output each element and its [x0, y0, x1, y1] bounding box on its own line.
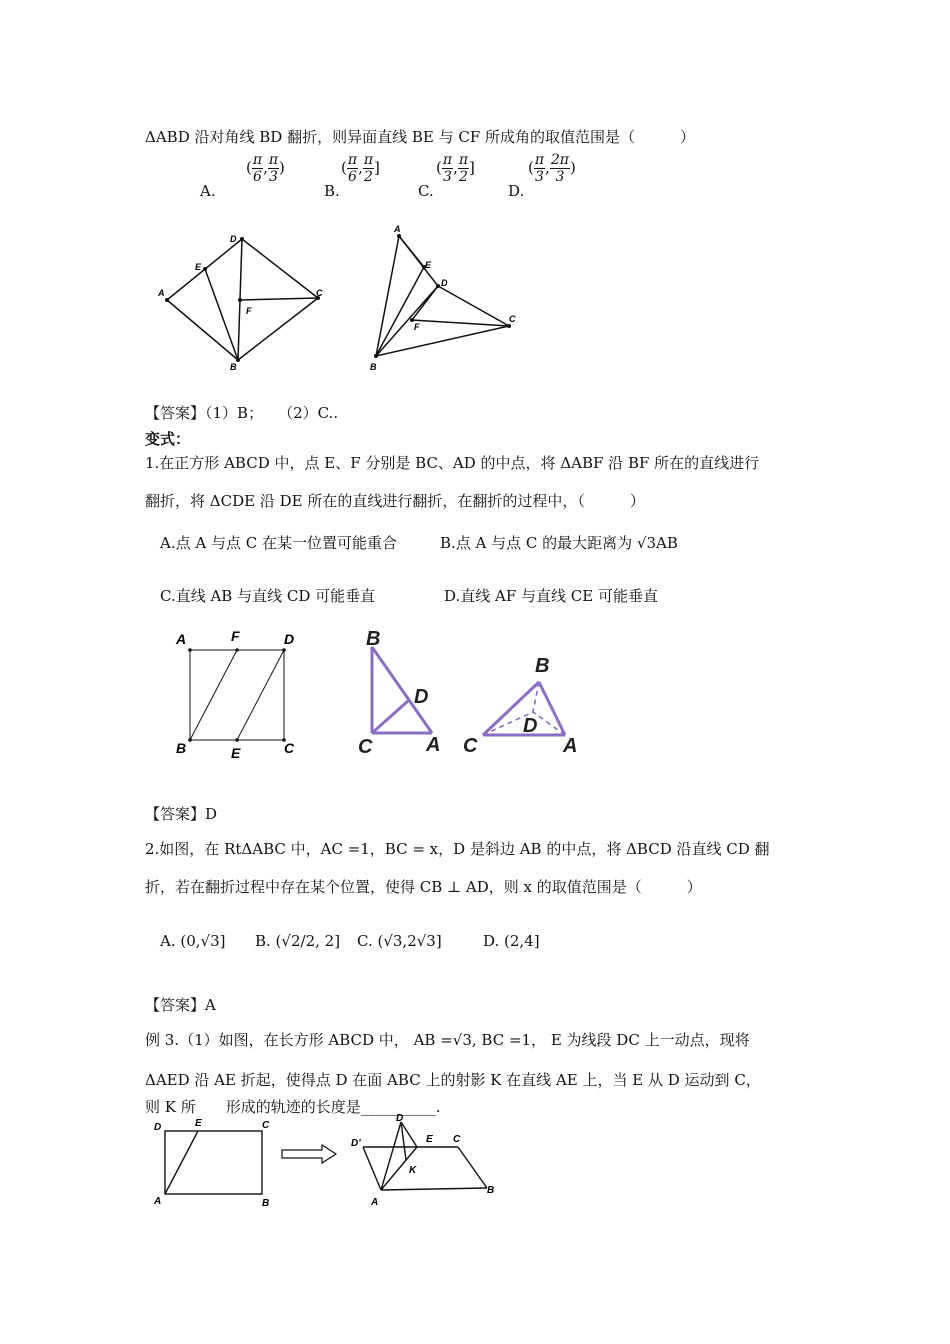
label-b: B: [487, 1185, 495, 1196]
label-d: D: [523, 715, 538, 737]
q1-line1: 1.在正方形 ABCD 中，点 E、F 分别是 BC、AD 的中点，将 ΔABF 沿 BF 所在的直线进行: [145, 454, 760, 472]
label-e: E: [231, 745, 241, 761]
option-c: C.: [418, 182, 434, 200]
ex3-line3: 则 K 所 形成的轨迹的长度是__________.: [145, 1098, 441, 1116]
q2-answer: 【答案】A: [145, 996, 216, 1014]
figure-kite: [150, 222, 340, 382]
label-c: C: [453, 1134, 461, 1145]
label-c: C: [358, 736, 373, 758]
label-c: C: [316, 288, 323, 298]
q2-option-d: D. (2,4]: [483, 932, 540, 950]
label-d: D: [230, 234, 237, 244]
label-a: A: [563, 735, 578, 757]
q2-option-b: B. (√2/2, 2]: [255, 932, 341, 950]
q1-option-c: C.直线 AB 与直线 CD 可能垂直: [160, 587, 376, 605]
label-e: E: [425, 260, 432, 270]
label-c: C: [284, 740, 295, 756]
label-a: A: [371, 1197, 379, 1208]
label-f: F: [414, 322, 420, 332]
label-c: C: [262, 1120, 270, 1131]
label-a: A: [154, 1196, 162, 1207]
label-d: D: [284, 631, 295, 647]
arrow-icon: [280, 1144, 340, 1164]
ex3-line2: ΔAED 沿 AE 折起，使得点 D 在面 ABC 上的射影 K 在直线 AE 上，当 E 从 D 运动到 C，: [145, 1071, 761, 1089]
q1-option-a: A.点 A 与点 C 在某一位置可能重合: [160, 534, 397, 552]
intro-question-line: ΔABD 沿对角线 BD 翻折，则异面直线 BE 与 CF 所成角的取值范围是（ ）: [145, 128, 696, 146]
figure-folded-tetrahedron: [455, 650, 595, 760]
intro-answer: 【答案】（1）B； （2）C..: [145, 404, 339, 422]
q2-line1: 2.如图，在 RtΔABC 中，AC =1，BC = x，D 是斜边 AB 的中点，将 ΔBCD 沿直线 CD 翻: [145, 840, 770, 858]
option-b: B.: [324, 182, 340, 200]
q1-answer: 【答案】D: [145, 805, 218, 823]
label-b: B: [366, 628, 381, 650]
label-b: B: [370, 362, 377, 372]
label-a: A: [394, 224, 401, 234]
label-d: D: [414, 686, 429, 708]
label-d-prime: D': [351, 1138, 361, 1149]
q1-line2: 翻折，将 ΔCDE 沿 DE 所在的直线进行翻折，在翻折的过程中，（ ）: [145, 492, 645, 510]
option-d: D.: [508, 182, 525, 200]
variant-heading: 变式：: [145, 430, 191, 448]
figure-rectangle: [150, 1115, 280, 1210]
ex3-line1: 例 3.（1）如图，在长方形 ABCD 中， AB =√3, BC =1， E 为线段 DC 上一动点，现将: [145, 1031, 750, 1049]
option-c-value: ( $\frac{\pi}{3}$ , $\frac{\pi}{2}$ ]: [436, 152, 475, 185]
label-e: E: [195, 262, 202, 272]
label-d: D: [441, 278, 448, 288]
q2-option-c: C. (√3,2√3]: [357, 932, 442, 950]
label-k: K: [409, 1165, 417, 1176]
label-e: E: [426, 1134, 433, 1145]
label-b: B: [262, 1198, 270, 1209]
figure-folded-rectangle: [345, 1110, 505, 1210]
label-b: B: [176, 740, 187, 756]
label-c: C: [463, 735, 478, 757]
label-a: A: [426, 734, 441, 756]
label-b: B: [230, 362, 237, 372]
q1-option-b: B.点 A 与点 C 的最大距离为 √3AB: [440, 534, 678, 552]
q2-option-a: A. (0,√3]: [160, 932, 226, 950]
label-d: D: [154, 1122, 162, 1133]
figure-right-triangle: [350, 625, 450, 760]
figure-folded-kite: [364, 222, 529, 382]
label-e: E: [195, 1118, 202, 1129]
label-a: A: [176, 631, 187, 647]
option-a: A.: [200, 182, 216, 200]
label-f: F: [246, 306, 252, 316]
option-a-value: ( $\frac{\pi}{6}$ , $\frac{\pi}{3}$ ): [246, 152, 285, 185]
label-d: D: [396, 1113, 404, 1124]
figure-square: [170, 625, 310, 765]
label-a: A: [158, 288, 165, 298]
option-b-value: ( $\frac{\pi}{6}$ , $\frac{\pi}{2}$ ]: [341, 152, 380, 185]
label-f: F: [231, 628, 240, 644]
label-b: B: [535, 655, 550, 677]
q1-option-d: D.直线 AF 与直线 CE 可能垂直: [444, 587, 658, 605]
label-c: C: [509, 314, 516, 324]
option-d-value: ( $\frac{\pi}{3}$ , $\frac{2\pi}{3}$ ): [528, 152, 576, 185]
q2-line2: 折，若在翻折过程中存在某个位置，使得 CB ⊥ AD，则 x 的取值范围是（ ）: [145, 878, 702, 896]
